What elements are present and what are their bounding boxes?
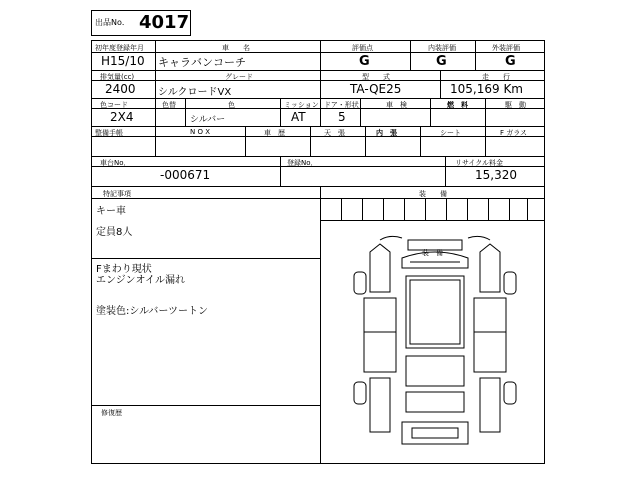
model-value: TA-QE25 xyxy=(350,82,402,96)
color-value: シルバー xyxy=(190,115,226,125)
grade-eval-label: 評価点 xyxy=(352,44,373,52)
remarks-label: 特記事項 xyxy=(103,190,131,198)
regno-label: 登録No． xyxy=(287,159,318,167)
note-line5: 塗装色:シルバーツートン xyxy=(96,306,209,317)
equipment-label: 装 備 xyxy=(419,190,447,198)
seat-label: シート xyxy=(440,129,461,137)
color-type-label: 色替 xyxy=(162,101,176,109)
inspection-label: 車 検 xyxy=(386,101,407,109)
name-value: キャラバンコーチ xyxy=(158,56,246,69)
color-code-label: 色コード xyxy=(100,101,128,109)
nox-label: N O X xyxy=(190,128,210,136)
model-label: 型 式 xyxy=(362,73,390,81)
interior-eval-value: G xyxy=(436,54,447,69)
fuel-label: 燃 料 xyxy=(447,101,468,109)
displacement-label: 排気量(cc) xyxy=(100,73,135,81)
fglass-label: F ガラス xyxy=(500,129,528,137)
doors-label: ドア・形状 xyxy=(324,101,359,109)
vehicle-diagram xyxy=(340,232,530,460)
interior-label: 内 張 xyxy=(376,129,397,137)
lot-label: 出品No． xyxy=(95,18,130,27)
recycle-label: リサイクル料金 xyxy=(455,159,504,167)
mission-value: AT xyxy=(291,110,306,124)
grade-eval-value: G xyxy=(359,54,370,69)
name-label: 車 名 xyxy=(222,44,250,52)
sunroof-label: 天 張 xyxy=(324,129,345,137)
doors-value: 5 xyxy=(338,110,346,124)
history-label: 車 歴 xyxy=(264,129,285,137)
manual-label: 整備手帳 xyxy=(95,129,123,137)
grade-label: グレード xyxy=(225,73,253,81)
exterior-eval-label: 外装評価 xyxy=(492,44,520,52)
mission-label: ミッション xyxy=(284,101,319,109)
repair-label: 修復歴 xyxy=(101,409,122,417)
displacement-value: 2400 xyxy=(105,82,136,96)
recycle-value: 15,320 xyxy=(475,168,517,182)
mileage-value: 105,169 Km xyxy=(450,82,523,96)
note-line2: 定員8人 xyxy=(96,227,133,238)
color-label: 色 xyxy=(228,101,235,109)
interior-eval-label: 内装評価 xyxy=(428,44,456,52)
chassis-value: -000671 xyxy=(160,168,211,182)
mileage-label: 走 行 xyxy=(482,73,510,81)
year-label: 初年度登録年月 xyxy=(95,44,144,52)
note-line4: エンジンオイル漏れ xyxy=(96,275,185,286)
note-line1: キー車 xyxy=(96,206,126,217)
chassis-label: 車台No． xyxy=(100,159,131,167)
color-code-value: 2X4 xyxy=(110,110,134,124)
drive-label: 駆 動 xyxy=(505,101,526,109)
grade-value: シルクロードVX xyxy=(158,87,232,98)
exterior-eval-value: G xyxy=(505,54,516,69)
note-line3: Fまわり現状 xyxy=(96,264,152,275)
equipment2-label: 装 備 xyxy=(422,249,443,257)
lot-number: 4017 xyxy=(139,12,190,33)
year-value: H15/10 xyxy=(101,54,145,68)
